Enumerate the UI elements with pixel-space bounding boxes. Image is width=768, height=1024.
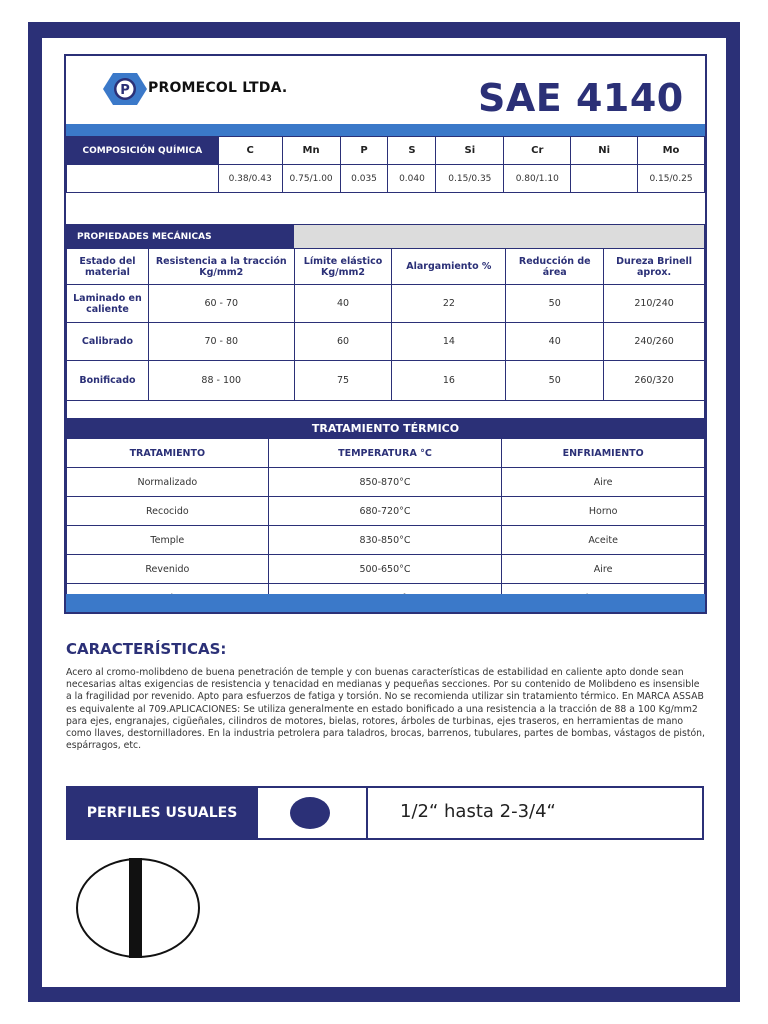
- profiles-divider: [366, 788, 368, 838]
- element-header: S: [388, 137, 436, 165]
- element-header: Si: [436, 137, 504, 165]
- mechanical-label: PROPIEDADES MECÁNICAS: [67, 225, 295, 249]
- table-cell: 850-870°C: [268, 468, 502, 497]
- heat-treatment-table: [66, 418, 705, 613]
- element-value: 0.38/0.43: [218, 165, 282, 193]
- characteristics-title: CARACTERÍSTICAS:: [66, 640, 227, 658]
- table-cell: Recocido: [67, 497, 269, 526]
- table-cell: 500-650°C: [268, 555, 502, 584]
- table-row: [67, 285, 705, 323]
- element-header: P: [340, 137, 388, 165]
- element-header: C: [218, 137, 282, 165]
- profiles-bar: [66, 786, 704, 840]
- table-cell: 830-850°C: [268, 526, 502, 555]
- material-state: Calibrado: [67, 323, 149, 361]
- table-cell: 60: [294, 323, 392, 361]
- composition-value-row: [67, 165, 705, 193]
- element-header: Cr: [504, 137, 571, 165]
- element-header: Ni: [571, 137, 638, 165]
- promecol-logo-icon: [102, 72, 148, 106]
- mechanical-header: Estado del material: [67, 249, 149, 285]
- element-header: Mo: [638, 137, 705, 165]
- spec-sheet: [64, 54, 707, 614]
- table-row: [67, 555, 705, 584]
- treatment-header: TRATAMIENTO: [67, 439, 269, 468]
- table-row: [67, 526, 705, 555]
- composition-table: [66, 136, 705, 193]
- heat-treatment-label: TRATAMIENTO TÉRMICO: [67, 419, 705, 439]
- table-cell: 60 - 70: [148, 285, 294, 323]
- table-cell: Aire: [502, 555, 705, 584]
- mechanical-header-row: [67, 249, 705, 285]
- mechanical-label-fill: [294, 225, 704, 249]
- table-cell: 260/320: [604, 361, 705, 401]
- table-cell: Revenido: [67, 555, 269, 584]
- table-cell: Aire: [502, 468, 705, 497]
- treatment-header: ENFRIAMIENTO: [502, 439, 705, 468]
- table-cell: 50: [506, 285, 604, 323]
- characteristics-text: Acero al cromo-molibdeno de buena penetración de temple y con buenas características de estabilidad en caliente apto donde sean necesarias altas exigencias de resistencia y tenacidad en medianas y pequeñas secciones. Por su contenido de Molibdeno es insensible a la fragilidad por revenido. Apto para esfuerzos de fatiga y torsión. No se recomienda utilizar sin tratamiento térmico. En MARCA ASSAB es equivalente al 709.APLICACIONES: Se utiliza generalmente en estado bonificado a una resistencia a la tracción de 88 a 100 Kg/mm2 para ejes, engranajes, cigüeñales, cilindros de motores, bielas, rotores, árboles de turbinas, ejes traseros, en herramientas de mano como llaves, destornilladores. En la industria petrolera para taladros, brocas, barrenos, tubulares, partes de bombas, vástagos de pistón, espárragos, etc.: [66, 667, 706, 752]
- table-cell: 240/260: [604, 323, 705, 361]
- mechanical-header: Reducción de área: [506, 249, 604, 285]
- round-section-icon: [75, 857, 201, 959]
- composition-header-row: [67, 137, 705, 165]
- table-cell: 16: [392, 361, 506, 401]
- composition-label: COMPOSICIÓN QUÍMICA: [67, 137, 219, 165]
- mechanical-label-row: [67, 225, 705, 249]
- table-cell: 40: [294, 285, 392, 323]
- mechanical-header: Alargamiento %: [392, 249, 506, 285]
- element-header: Mn: [282, 137, 340, 165]
- table-row: [67, 323, 705, 361]
- heat-treatment-header-row: [67, 439, 705, 468]
- table-cell: 22: [392, 285, 506, 323]
- element-value: [571, 165, 638, 193]
- profiles-label: PERFILES USUALES: [68, 788, 256, 838]
- table-cell: Aceite: [502, 526, 705, 555]
- table-row: [67, 361, 705, 401]
- table-cell: 50: [506, 361, 604, 401]
- table-row: [67, 468, 705, 497]
- treatment-header: TEMPERATURA °C: [268, 439, 502, 468]
- material-state: Laminado en caliente: [67, 285, 149, 323]
- heat-treatment-banner-row: [67, 419, 705, 439]
- accent-stripe-top: [66, 124, 705, 136]
- accent-stripe-bottom: [66, 594, 705, 612]
- logo-letter: P: [120, 83, 130, 98]
- element-value: 0.040: [388, 165, 436, 193]
- element-value: 0.75/1.00: [282, 165, 340, 193]
- table-cell: Temple: [67, 526, 269, 555]
- table-cell: 210/240: [604, 285, 705, 323]
- mechanical-header: Límite elástico Kg/mm2: [294, 249, 392, 285]
- size-range: 1/2“ hasta 2-3/4“: [400, 801, 556, 822]
- mechanical-header: Dureza Brinell aprox.: [604, 249, 705, 285]
- table-row: [67, 497, 705, 526]
- table-cell: 680-720°C: [268, 497, 502, 526]
- table-cell: 88 - 100: [148, 361, 294, 401]
- table-cell: Normalizado: [67, 468, 269, 497]
- table-cell: 70 - 80: [148, 323, 294, 361]
- element-value: 0.15/0.35: [436, 165, 504, 193]
- element-value: 0.035: [340, 165, 388, 193]
- page-title: SAE 4140: [478, 76, 684, 120]
- round-bar-icon: [290, 797, 330, 829]
- material-state: Bonificado: [67, 361, 149, 401]
- element-value: 0.80/1.10: [504, 165, 571, 193]
- table-cell: 14: [392, 323, 506, 361]
- table-cell: 40: [506, 323, 604, 361]
- profiles-divider: [256, 788, 258, 838]
- composition-empty-cell: [67, 165, 219, 193]
- mechanical-header: Resistencia a la tracción Kg/mm2: [148, 249, 294, 285]
- table-cell: Horno: [502, 497, 705, 526]
- brand-name: PROMECOL LTDA.: [148, 80, 288, 96]
- table-cell: 75: [294, 361, 392, 401]
- mechanical-table: [66, 224, 705, 421]
- element-value: 0.15/0.25: [638, 165, 705, 193]
